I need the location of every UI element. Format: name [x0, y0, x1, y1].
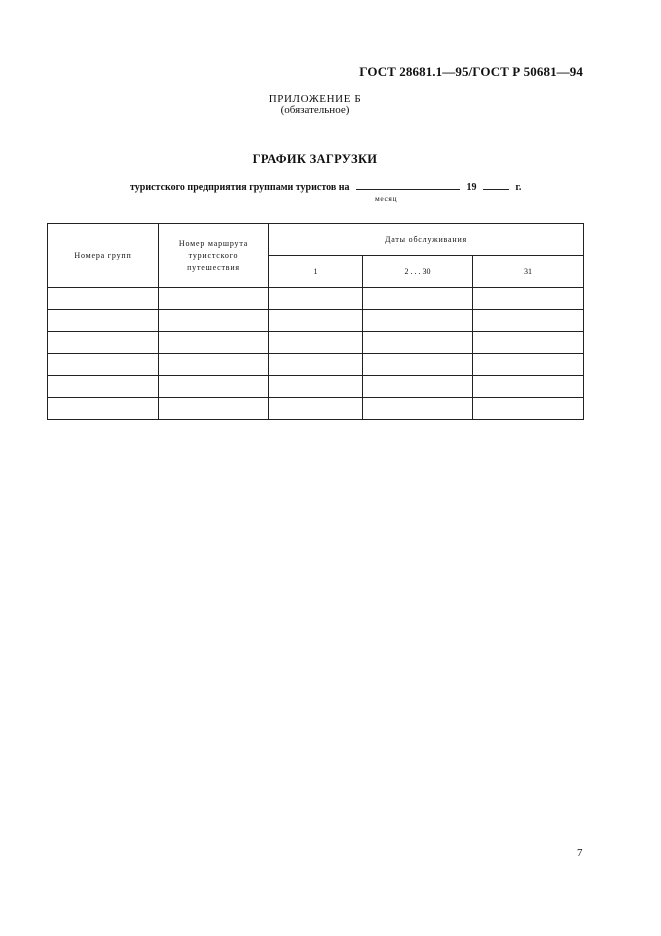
- table-cell: [159, 288, 269, 310]
- appendix-note: (обязательное): [280, 104, 350, 116]
- schedule-table: [47, 223, 584, 420]
- year-prefix: 19: [466, 182, 477, 193]
- table-row: [48, 310, 584, 332]
- table-cell: [363, 310, 473, 332]
- table-cell: [159, 354, 269, 376]
- schedule-table-body: [48, 288, 584, 420]
- table-cell: [363, 288, 473, 310]
- table-cell: [48, 332, 159, 354]
- table-cell: [269, 332, 363, 354]
- table-cell: [473, 398, 584, 420]
- month-blank-line: [356, 180, 460, 190]
- table-row: [48, 354, 584, 376]
- table-cell: [363, 332, 473, 354]
- table-cell: [269, 398, 363, 420]
- year-blank-line: [483, 180, 509, 190]
- date-column-1: 1: [269, 256, 363, 288]
- table-cell: [48, 354, 159, 376]
- date-column-2-30: 2 . . . 30: [363, 256, 473, 288]
- table-row: [48, 376, 584, 398]
- date-column-31: 31: [473, 256, 584, 288]
- table-cell: [473, 332, 584, 354]
- table-cell: [473, 376, 584, 398]
- standard-header: ГОСТ 28681.1—95/ГОСТ Р 50681—94: [359, 64, 583, 79]
- column-header-groups: Номера групп: [48, 224, 159, 288]
- table-cell: [269, 310, 363, 332]
- table-cell: [473, 354, 584, 376]
- table-cell: [269, 354, 363, 376]
- table-cell: [473, 288, 584, 310]
- appendix-title: ПРИЛОЖЕНИЕ Б: [268, 93, 362, 105]
- table-cell: [363, 376, 473, 398]
- table-cell: [48, 376, 159, 398]
- table-cell: [473, 310, 584, 332]
- document-title: ГРАФИК ЗАГРУЗКИ: [252, 152, 378, 166]
- table-row: [48, 332, 584, 354]
- table-row: [48, 288, 584, 310]
- subtitle-prefix: туристского предприятия группами туристов на: [130, 182, 350, 193]
- table-cell: [159, 310, 269, 332]
- month-caption: месяц: [375, 194, 398, 203]
- table-cell: [269, 288, 363, 310]
- table-cell: [159, 398, 269, 420]
- table-cell: [363, 354, 473, 376]
- page-number: 7: [577, 847, 583, 859]
- table-cell: [48, 310, 159, 332]
- table-cell: [269, 376, 363, 398]
- table-row: [48, 398, 584, 420]
- year-suffix: г.: [515, 182, 522, 193]
- table-cell: [363, 398, 473, 420]
- table-cell: [159, 376, 269, 398]
- table-cell: [48, 288, 159, 310]
- column-header-route: Номер маршрута туристского путешествия: [159, 224, 269, 288]
- appendix-block: [0, 94, 630, 116]
- table-cell: [159, 332, 269, 354]
- document-subtitle: [130, 180, 521, 193]
- column-header-dates: Даты обслуживания: [269, 224, 584, 256]
- table-cell: [48, 398, 159, 420]
